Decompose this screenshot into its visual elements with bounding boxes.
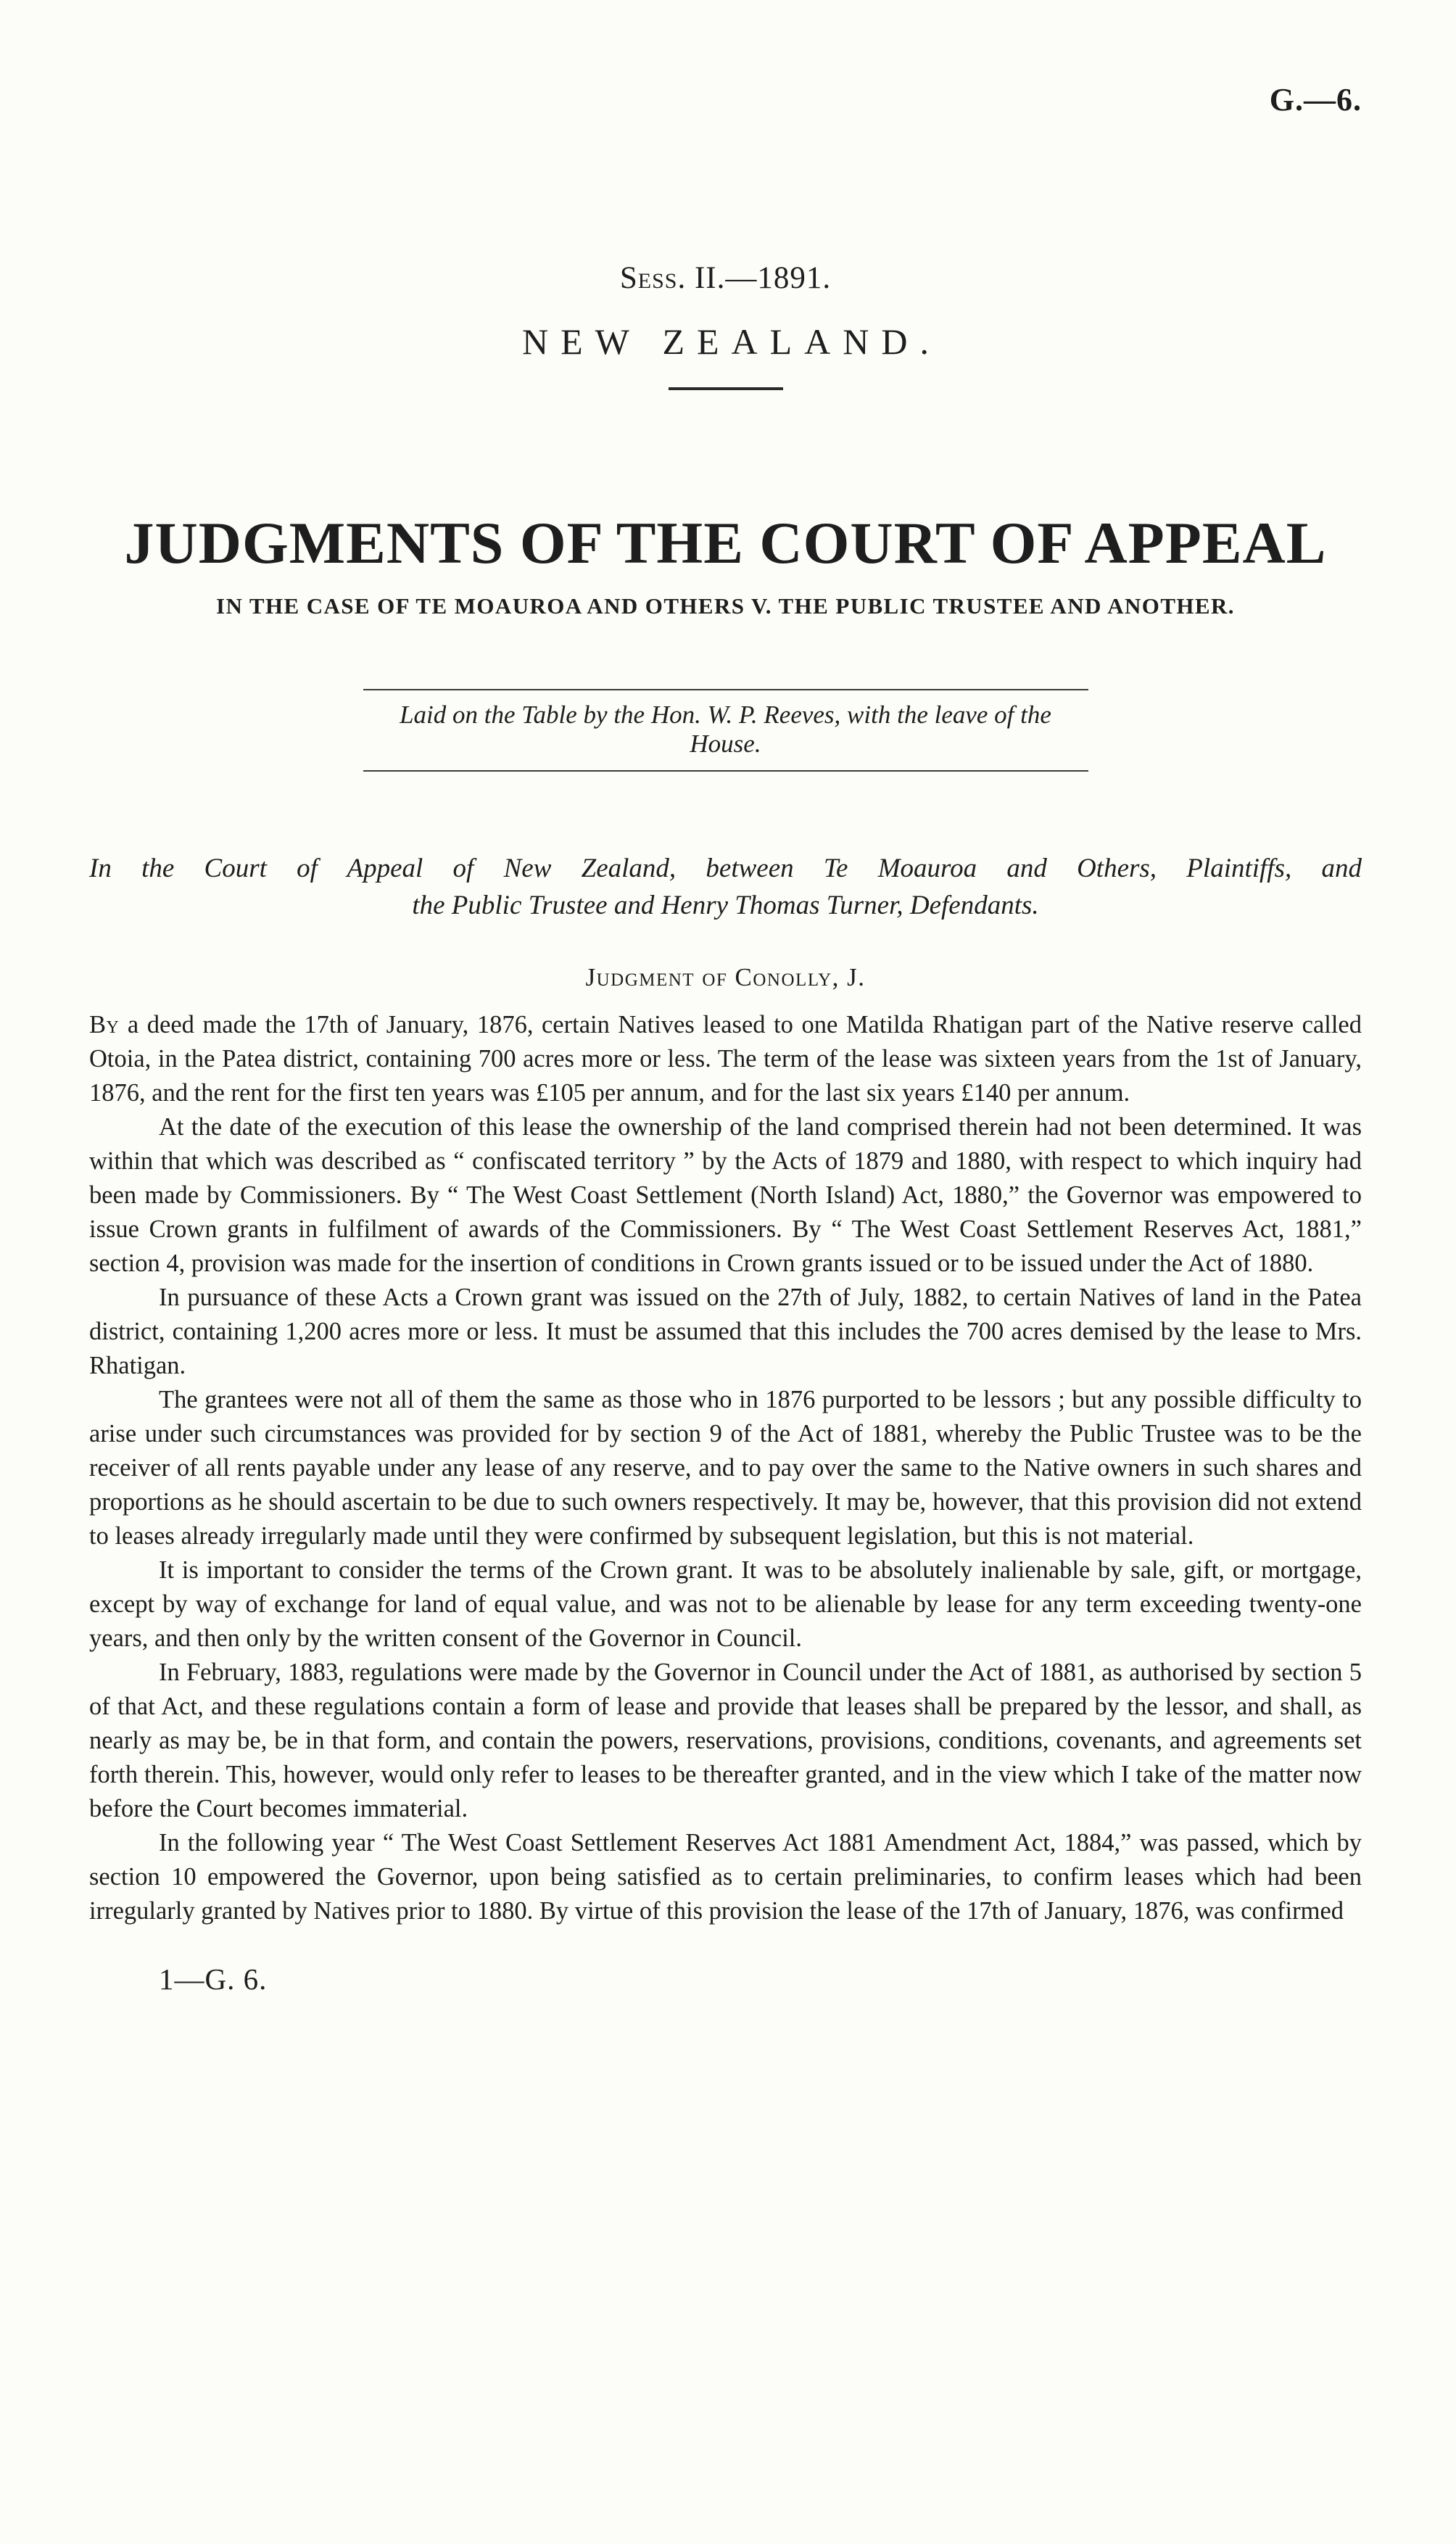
country-heading: NEW ZEALAND. xyxy=(522,321,941,362)
judgment-body xyxy=(89,1008,1362,1928)
session-line: Sess. II.—1891. xyxy=(619,261,832,295)
court-heading xyxy=(89,850,1362,924)
paragraph: At the date of the execution of this lease the ownership of the land comprised therein had not been determined. It was within that which was described as “ confiscated territory ” by the Acts of 1879 and 1880, with respect to which inquiry had been made by Commissioners. By “ The West Coast Settlement (North Island) Act, 1880,” the Governor was empowered to issue Crown grants in fulfilment of awards of the Commissioners. By “ The West Coast Settlement Reserves Act, 1881,” section 4, provision was made for the insertion of conditions in Crown grants issued or to be issued under the Act of 1880. xyxy=(89,1113,1362,1278)
paragraph-text: a deed made the 17th of January, 1876, certain Natives leased to one Matilda Rhatigan part of the Native reserve called Otoia, in the Patea district, containing 700 acres more or less. The term of the lease was sixteen years from the 1st of January, 1876, and the rent for the first ten years was £105 per annum, and for the last six years £140 per annum. xyxy=(89,1011,1362,1107)
paragraph: It is important to consider the terms of the Crown grant. It was to be absolutely inalienable by sale, gift, or mortgage, except by way of exchange for land of equal value, and was not to be alienable by lease for any term exceeding twenty-one years, and then only by the written consent of the Governor in Council. xyxy=(89,1556,1362,1653)
court-heading-line-1: In the Court of Appeal of New Zealand, between Te Moauroa and Others, Plaintiffs, and xyxy=(89,854,1362,884)
page-title: JUDGMENTS OF THE COURT OF APPEAL xyxy=(124,510,1327,576)
paragraph xyxy=(89,1008,1362,1110)
page-subtitle: IN THE CASE OF TE MOAUROA AND OTHERS V. THE PUBLIC TRUSTEE AND ANOTHER. xyxy=(216,593,1235,619)
paragraph: The grantees were not all of them the same as those who in 1876 purported to be lessors ; but any possible difficulty to arise under such circumstances was provided for by section 9 of the Act of 1881, whereby the Public Trustee was to be the receiver of all rents payable under any lease of any reserve, and to pay over the same to the Native owners in such shares and proportions as he should ascertain to be due to such owners respectively. It may be, however, that this provision did not extend to leases already irregularly made until they were confirmed by subsequent legislation, but this is not material. xyxy=(89,1386,1362,1550)
document-reference: G.—6. xyxy=(1269,82,1362,117)
judgment-heading: Judgment of Conolly, J. xyxy=(585,963,866,992)
footer-signature: 1—G. 6. xyxy=(159,1962,268,1996)
laid-on-table-note: Laid on the Table by the Hon. W. P. Reeves, with the leave of the House. xyxy=(363,689,1088,772)
divider-rule xyxy=(669,387,783,390)
paragraph: In February, 1883, regulations were made by the Governor in Council under the Act of 1881, as authorised by section 5 of that Act, and these regulations contain a form of lease and provide that leases shall be prepared by the lessor, and shall, as nearly as may be, be in that form, and contain the powers, reservations, provisions, conditions, covenants, and agreements set forth therein. This, however, would only refer to leases to be thereafter granted, and in the view which I take of the matter now before the Court becomes immaterial. xyxy=(89,1659,1362,1823)
paragraph: In the following year “ The West Coast Settlement Reserves Act 1881 Amendment Act, 1884,” was passed, which by section 10 empowered the Governor, upon being satisfied as to certain preliminaries, to confirm leases which had been irregularly granted by Natives prior to 1880. By virtue of this provision the lease of the 17th of January, 1876, was confirmed xyxy=(89,1829,1362,1925)
lead-word: By xyxy=(89,1011,120,1039)
paragraph: In pursuance of these Acts a Crown grant was issued on the 27th of July, 1882, to certain Natives of land in the Patea district, containing 1,200 acres more or less. It must be assumed that this includes the 700 acres demised by the lease to Mrs. Rhatigan. xyxy=(89,1284,1362,1380)
court-heading-line-2: the Public Trustee and Henry Thomas Turner, Defendants. xyxy=(412,891,1039,921)
